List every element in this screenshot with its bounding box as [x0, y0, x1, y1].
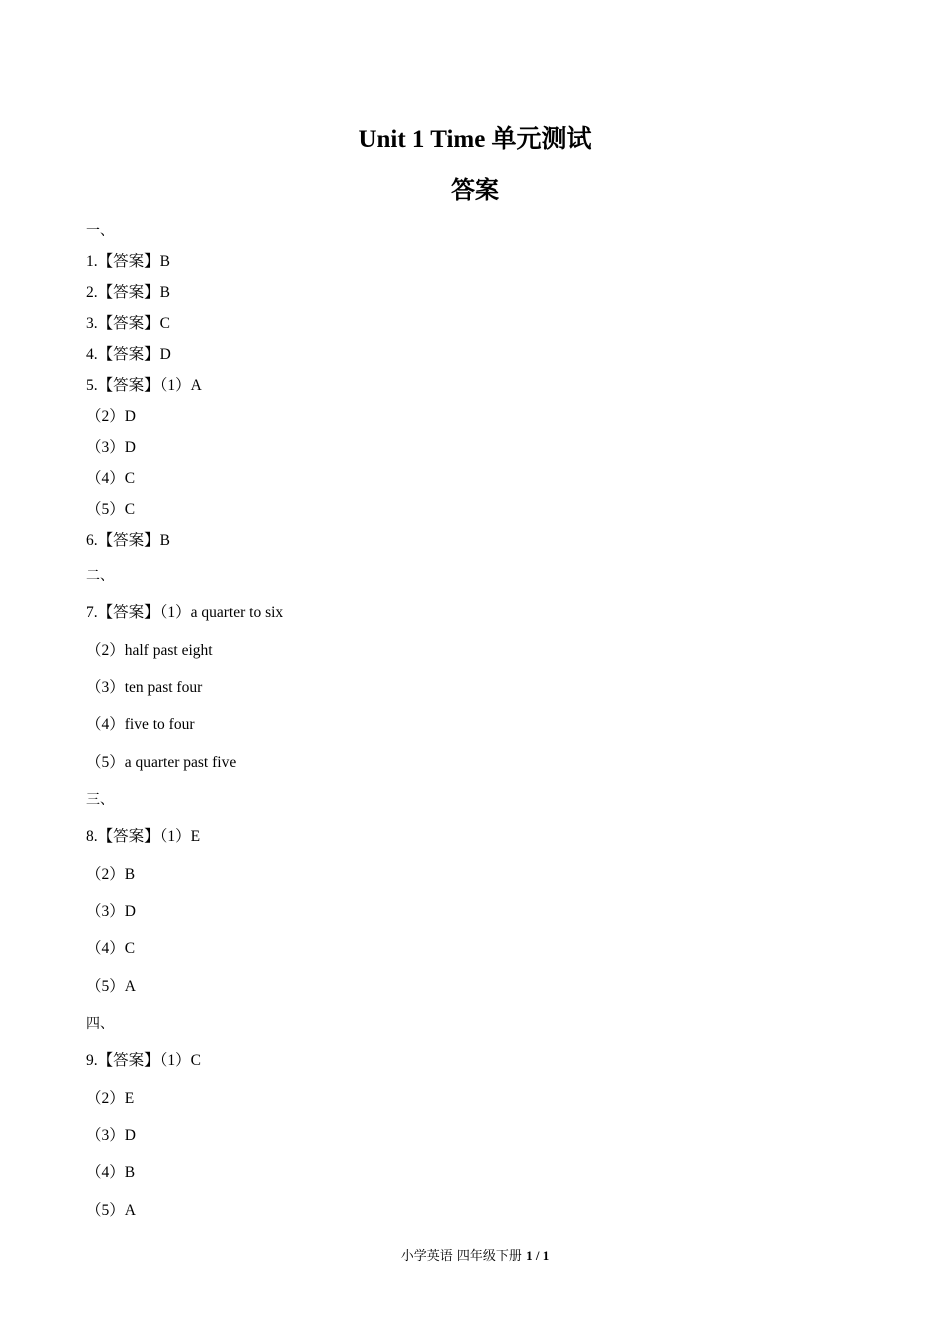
answer-line: （3）D: [86, 1127, 136, 1144]
answer-line: （4）B: [86, 1164, 136, 1181]
answer-line: （4）C: [86, 940, 136, 957]
answer-line: （5）A: [86, 1202, 136, 1219]
answer-line: （3）D: [86, 903, 136, 920]
footer-text: 小学英语 四年级下册: [400, 1249, 522, 1264]
section-heading-2: 二、: [86, 568, 114, 584]
answer-line: （3）D: [86, 439, 136, 456]
section-heading-3: 三、: [86, 792, 114, 808]
page-footer: [0, 1247, 950, 1266]
answer-line: 2.【答案】B: [86, 284, 170, 301]
answer-line: （2）half past eight: [86, 642, 213, 659]
answer-line: （5）C: [86, 501, 136, 518]
answer-line: 5.【答案】（1）A: [86, 377, 202, 394]
answer-line: （4）C: [86, 470, 136, 487]
answer-line: （5）A: [86, 978, 136, 995]
answer-line: （2）B: [86, 866, 136, 883]
answer-line: 3.【答案】C: [86, 315, 170, 332]
page-subtitle: 答案: [451, 176, 499, 204]
answer-line: （3）ten past four: [86, 679, 203, 696]
answer-line: 4.【答案】D: [86, 346, 171, 363]
page-title: Unit 1 Time 单元测试: [358, 126, 592, 153]
answer-line: （5）a quarter past five: [86, 754, 237, 771]
answer-line: 6.【答案】B: [86, 532, 170, 549]
section-heading-4: 四、: [86, 1016, 114, 1032]
answer-line: （2）E: [86, 1090, 135, 1107]
answer-line: 8.【答案】（1）E: [86, 828, 201, 845]
answer-line: 1.【答案】B: [86, 253, 170, 270]
answer-line: 7.【答案】（1）a quarter to six: [86, 604, 284, 621]
answer-line: （4）five to four: [86, 716, 195, 733]
answer-line: （2）D: [86, 408, 136, 425]
page-number: 1 / 1: [526, 1248, 550, 1263]
section-heading-1: 一、: [86, 223, 114, 239]
answer-line: 9.【答案】（1）C: [86, 1052, 201, 1069]
